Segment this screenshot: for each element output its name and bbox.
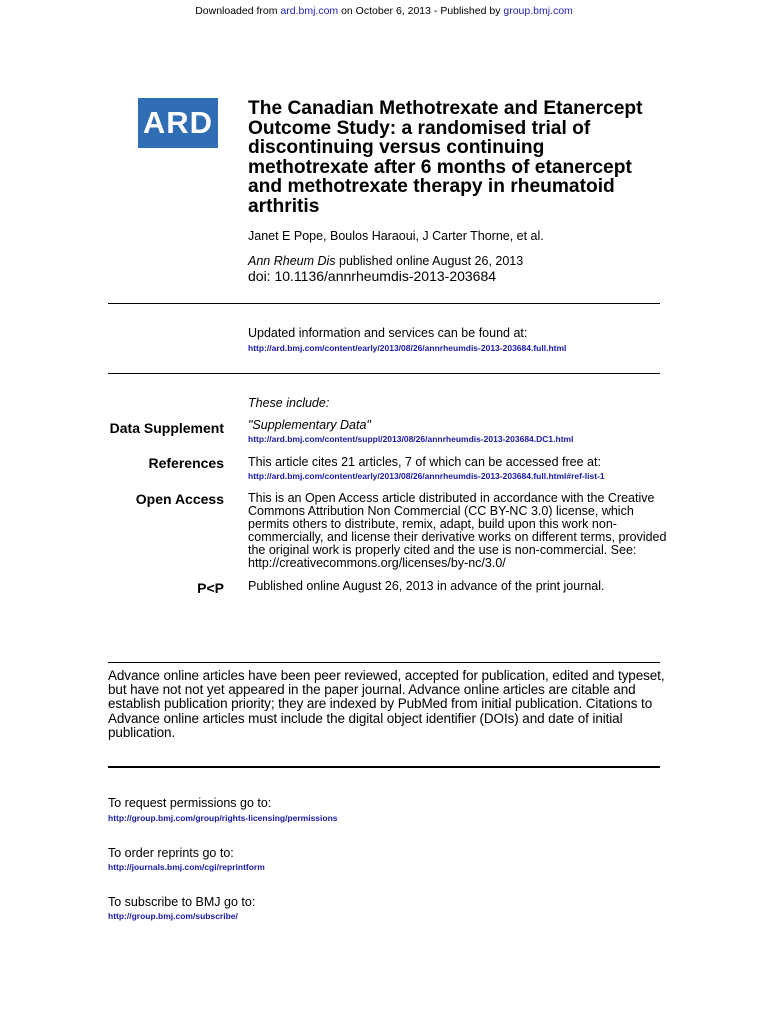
journal-name: Ann Rheum Dis [248,254,336,268]
supplementary-data-text: "Supplementary Data" [248,418,371,432]
pp-text: Published online August 26, 2013 in advance of the print journal. [248,579,605,593]
article-title: The Canadian Methotrexate and Etanercept Outcome Study: a randomised trial of discontinuing versus continuing methotrexate after 6 months of etanercept and methotrexate therapy in rheumatoid arthritis [248,98,643,217]
article-doi: doi: 10.1136/annrheumdis-2013-203684 [248,268,497,284]
download-date: on October 6, 2013 - Published by [338,5,504,17]
data-supplement-label: Data Supplement [109,420,224,436]
divider [108,766,660,768]
references-text: This article cites 21 articles, 7 of which can be accessed free at: [248,455,601,469]
downloaded-prefix: Downloaded from [195,5,281,17]
reprints-link[interactable]: http://journals.bmj.com/cgi/reprintform [108,862,265,872]
permissions-link[interactable]: http://group.bmj.com/group/rights-licensing/permissions [108,813,338,823]
references-body [248,456,668,482]
these-include-label: These include: [248,396,330,410]
subscribe-text: To subscribe to BMJ go to: [108,895,256,909]
published-date: published online August 26, 2013 [335,254,524,268]
updated-info-text: Updated information and services can be found at: [248,326,528,340]
article-authors: Janet E Pope, Boulos Haraoui, J Carter Thorne, et al. [248,229,544,243]
references-label: References [148,455,224,471]
permissions-text: To request permissions go to: [108,796,272,810]
open-access-label: Open Access [135,491,224,507]
advance-online-notice: Advance online articles have been peer reviewed, accepted for publication, edited and typeset, but have not not yet appeared in the paper journal. Advance online articles are citable and establish publication priority; they are indexed by PubMed from initial publication. Citations to Advance online articles must include the digital object identifier (DOIs) and date of initial publication. [108,668,665,740]
data-supplement-body [248,419,668,445]
references-link[interactable]: http://ard.bmj.com/content/early/2013/08/26/annrheumdis-2013-203684.full.html#ref-list-1 [248,471,605,481]
publisher-link[interactable]: group.bmj.com [503,5,573,17]
download-header [0,5,768,18]
publication-info [248,254,523,269]
subscribe-link[interactable]: http://group.bmj.com/subscribe/ [108,911,238,921]
supplement-link[interactable]: http://ard.bmj.com/content/suppl/2013/08/26/annrheumdis-2013-203684.DC1.html [248,434,574,444]
open-access-text: This is an Open Access article distributed in accordance with the Creative Commons Attribution Non Commercial (CC BY-NC 3.0) license, which permits others to distribute, remix, adapt, build upon this work non-commercially, and license their derivative works on different terms, provided the original work is properly cited and the use is non-commercial. See: http://creativecommons.org/licenses/by-nc/3.0/ [248,491,667,570]
reprints-text: To order reprints go to: [108,846,234,860]
divider [108,303,660,304]
divider [108,373,660,374]
divider [108,662,660,663]
ard-site-link[interactable]: ard.bmj.com [280,5,339,17]
ard-logo: ARD [138,98,218,148]
pp-label: P<P [197,580,224,596]
updated-info-link[interactable]: http://ard.bmj.com/content/early/2013/08/26/annrheumdis-2013-203684.full.html [248,343,567,353]
